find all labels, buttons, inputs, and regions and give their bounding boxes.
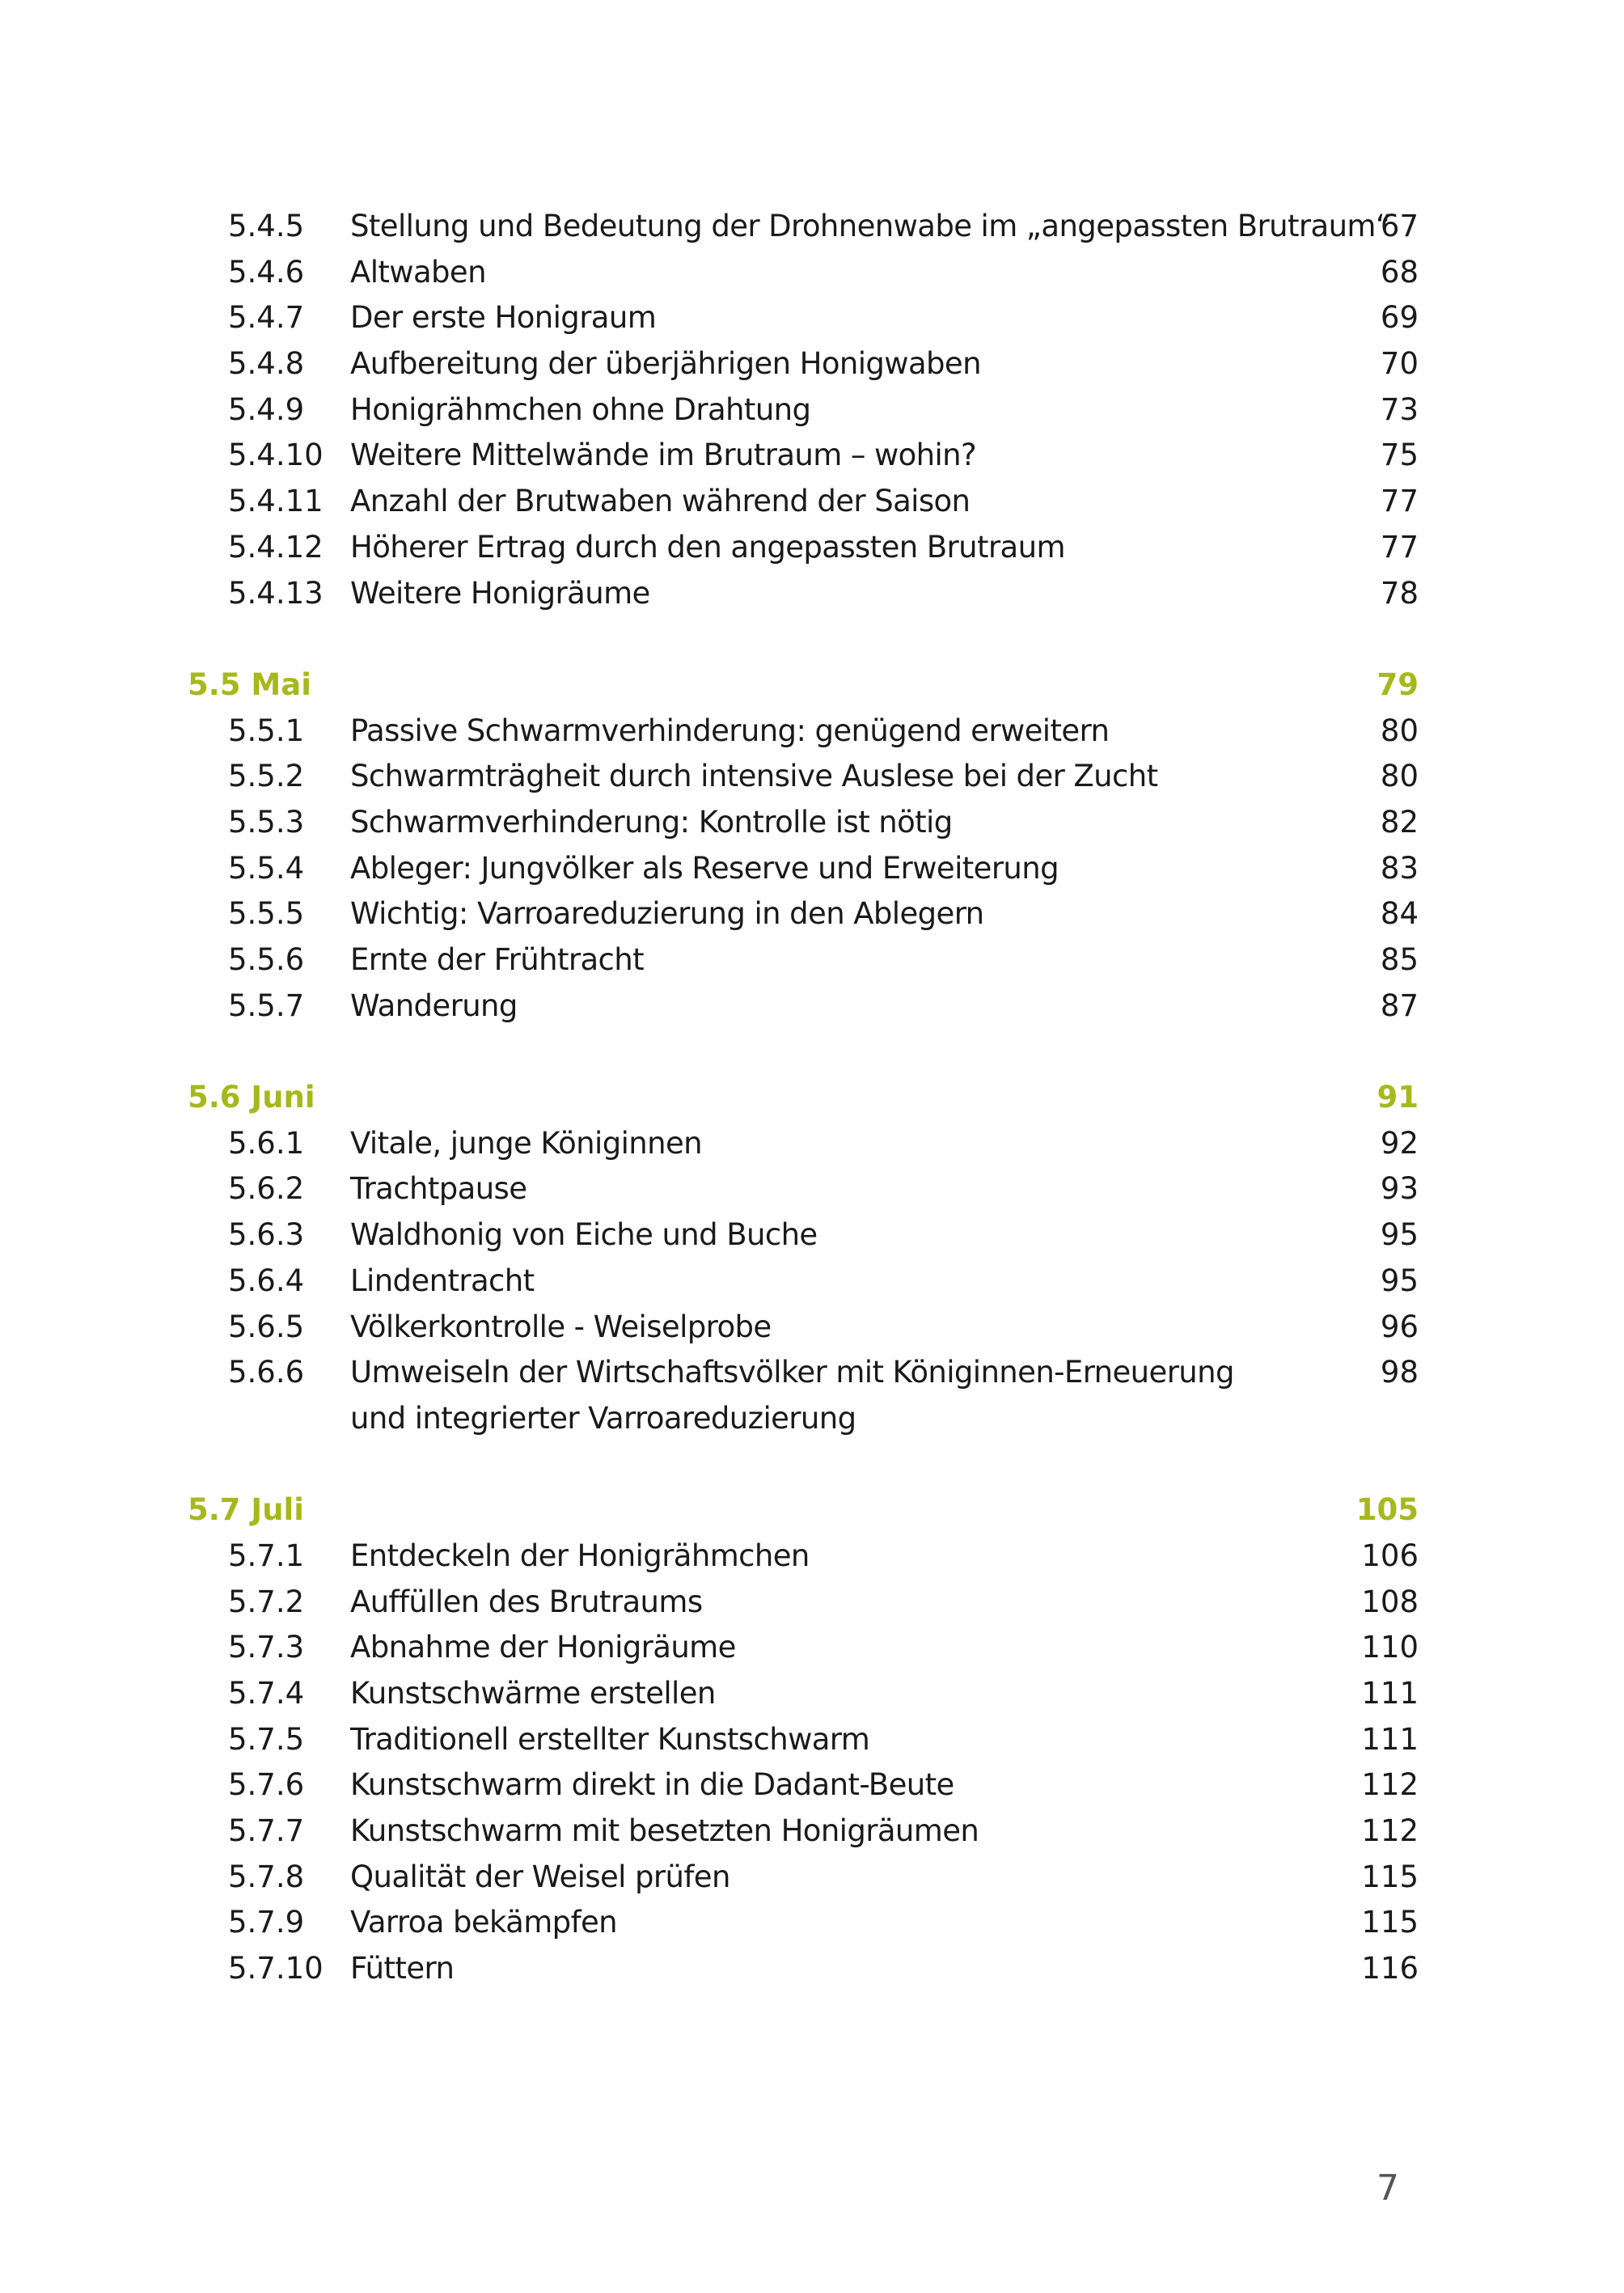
entry-page: 78	[1380, 575, 1419, 611]
entry-title: Waldhonig von Eiche und Buche	[350, 1217, 818, 1253]
entry-number: 5.6.6	[228, 1355, 305, 1390]
toc-entry[interactable]	[188, 1855, 1419, 1901]
entry-title: Schwarmträgheit durch intensive Auslese bei der Zucht	[350, 759, 1158, 794]
toc-entry[interactable]	[188, 709, 1419, 755]
toc-entry[interactable]	[188, 1350, 1419, 1441]
toc-entry[interactable]	[188, 754, 1419, 800]
toc-entry[interactable]	[188, 800, 1419, 846]
entry-page: 96	[1380, 1309, 1419, 1344]
section-page: 105	[1355, 1492, 1419, 1528]
entry-title: Kunstschwarm mit besetzten Honigräumen	[350, 1813, 979, 1849]
entry-page: 80	[1380, 759, 1419, 794]
entry-page: 111	[1361, 1676, 1419, 1711]
entry-number: 5.7.1	[228, 1538, 305, 1573]
entry-page: 95	[1380, 1263, 1419, 1298]
entry-page: 77	[1380, 529, 1419, 565]
entry-title: Entdeckeln der Honigrähmchen	[350, 1538, 810, 1573]
entry-title: Weitere Mittelwände im Brutraum – wohin?	[350, 438, 977, 473]
section-heading[interactable]	[188, 662, 1419, 709]
entry-page: 93	[1380, 1171, 1419, 1207]
entry-title: Varroa bekämpfen	[350, 1905, 618, 1940]
entry-page: 111	[1361, 1721, 1419, 1757]
entry-page: 84	[1380, 896, 1419, 932]
toc-entry[interactable]	[188, 1625, 1419, 1671]
entry-page: 108	[1361, 1584, 1419, 1619]
entry-number: 5.5.5	[228, 896, 305, 932]
entry-title: Auffüllen des Brutraums	[350, 1584, 703, 1619]
entry-page: 67	[1380, 209, 1419, 243]
entry-title: Völkerkontrolle - Weiselprobe	[350, 1309, 772, 1344]
entry-number: 5.7.5	[228, 1721, 305, 1757]
entry-title: Lindentracht	[350, 1263, 535, 1298]
toc-entry[interactable]	[188, 525, 1419, 571]
toc-entry[interactable]	[188, 937, 1419, 984]
section-heading[interactable]	[188, 1075, 1419, 1121]
entry-number: 5.4.8	[228, 346, 305, 382]
entry-title: Honigrähmchen ohne Drahtung	[350, 391, 811, 427]
entry-page: 85	[1380, 942, 1419, 977]
entry-number: 5.5.7	[228, 988, 305, 1023]
entry-number: 5.4.13	[228, 575, 324, 611]
toc-entry[interactable]	[188, 1534, 1419, 1580]
entry-page: 106	[1361, 1538, 1419, 1573]
entry-title: Weitere Honigräume	[350, 575, 650, 611]
entry-page: 73	[1380, 391, 1419, 427]
entry-title: Schwarmverhinderung: Kontrolle ist nötig	[350, 804, 953, 840]
toc-entry[interactable]	[188, 433, 1419, 479]
section-title: 5.7 Juli	[188, 1492, 304, 1528]
entry-title: Kunstschwärme erstellen	[350, 1676, 716, 1711]
entry-page: 98	[1380, 1355, 1419, 1390]
entry-number: 5.4.6	[228, 254, 305, 290]
entry-title: Qualität der Weisel prüfen	[350, 1859, 730, 1894]
entry-page: 92	[1380, 1125, 1419, 1161]
entry-page: 115	[1361, 1905, 1419, 1940]
entry-page: 112	[1361, 1767, 1419, 1803]
entry-number: 5.7.4	[228, 1676, 305, 1711]
toc-entry[interactable]	[188, 1305, 1419, 1351]
entry-title: Der erste Honigraum	[350, 300, 657, 336]
entry-title: Füttern	[350, 1951, 455, 1986]
entry-title: Passive Schwarmverhinderung: genügend erweitern	[350, 713, 1110, 748]
entry-page: 82	[1380, 804, 1419, 840]
entry-title: Abnahme der Honigräume	[350, 1630, 736, 1665]
entry-title: Ableger: Jungvölker als Reserve und Erweiterung	[350, 850, 1059, 886]
entry-number: 5.5.2	[228, 759, 305, 794]
entry-number: 5.6.3	[228, 1217, 305, 1253]
entry-page: 77	[1380, 484, 1419, 519]
section-gap	[188, 616, 1419, 662]
toc-entry[interactable]	[188, 250, 1419, 296]
entry-number: 5.4.7	[228, 300, 305, 336]
entry-number: 5.4.10	[228, 438, 324, 473]
entry-number: 5.6.5	[228, 1309, 305, 1344]
toc-entry[interactable]	[188, 1580, 1419, 1626]
table-of-contents	[188, 204, 1419, 1992]
entry-title: Anzahl der Brutwaben während der Saison	[350, 484, 971, 519]
toc-entry[interactable]	[188, 1900, 1419, 1946]
entry-number: 5.6.1	[228, 1125, 305, 1161]
toc-entry[interactable]	[188, 891, 1419, 937]
entry-number: 5.7.6	[228, 1767, 305, 1803]
entry-title: Traditionell erstellter Kunstschwarm	[350, 1721, 870, 1757]
entry-page: 116	[1361, 1951, 1419, 1986]
entry-page: 110	[1361, 1630, 1419, 1665]
toc-entry[interactable]	[188, 1671, 1419, 1717]
entry-title: Kunstschwarm direkt in die Dadant-Beute	[350, 1767, 954, 1803]
entry-number: 5.7.3	[228, 1630, 305, 1665]
toc-entry[interactable]	[188, 1259, 1419, 1305]
toc-entry[interactable]	[188, 846, 1419, 892]
toc-entry[interactable]	[188, 479, 1419, 525]
entry-number: 5.7.8	[228, 1859, 305, 1894]
toc-entry[interactable]	[188, 387, 1419, 434]
entry-number: 5.6.2	[228, 1171, 305, 1207]
entry-page: 112	[1361, 1813, 1419, 1849]
toc-entry[interactable]	[188, 1946, 1419, 1992]
toc-entry[interactable]	[188, 571, 1419, 617]
page-number: 7	[1377, 2168, 1399, 2209]
entry-title: Vitale, junge Königinnen	[350, 1125, 702, 1161]
section-heading[interactable]	[188, 1487, 1419, 1534]
toc-entry[interactable]	[188, 295, 1419, 341]
entry-number: 5.5.1	[228, 713, 305, 748]
section-page: 91	[1377, 1080, 1419, 1115]
toc-entry[interactable]	[188, 1166, 1419, 1212]
entry-title: Wanderung	[350, 988, 518, 1023]
toc-entry[interactable]	[188, 1212, 1419, 1259]
entry-number: 5.4.11	[228, 484, 324, 519]
entry-number: 5.5.4	[228, 850, 305, 886]
toc-entry[interactable]	[188, 1717, 1419, 1763]
entry-title: Stellung und Bedeutung der Drohnenwabe im „angepassten Brutraum“	[350, 209, 1391, 243]
entry-title: Wichtig: Varroareduzierung in den Ablegern	[350, 896, 984, 932]
toc-entry[interactable]	[188, 1809, 1419, 1855]
entry-page: 83	[1380, 850, 1419, 886]
entry-number: 5.4.5	[228, 209, 305, 243]
entry-number: 5.7.2	[228, 1584, 305, 1619]
entry-page: 68	[1380, 254, 1419, 290]
entry-number: 5.7.10	[228, 1951, 324, 1986]
entry-title: Altwaben	[350, 254, 486, 290]
entry-title: Trachtpause	[350, 1171, 527, 1207]
entry-title: Aufbereitung der überjährigen Honigwaben	[350, 346, 981, 382]
entry-number: 5.5.3	[228, 804, 305, 840]
entry-number: 5.4.9	[228, 391, 305, 427]
entry-number: 5.7.7	[228, 1813, 305, 1849]
entry-page: 70	[1380, 346, 1419, 382]
section-page: 79	[1377, 666, 1419, 702]
section-gap	[188, 1442, 1419, 1488]
section-gap	[188, 1029, 1419, 1075]
toc-entry[interactable]	[188, 341, 1419, 387]
entry-page: 75	[1380, 438, 1419, 473]
entry-page: 87	[1380, 988, 1419, 1023]
entry-number: 5.5.6	[228, 942, 305, 977]
entry-page: 69	[1380, 300, 1419, 336]
entry-page: 95	[1380, 1217, 1419, 1253]
section-title: 5.5 Mai	[188, 666, 311, 702]
entry-page: 80	[1380, 713, 1419, 748]
entry-number: 5.6.4	[228, 1263, 305, 1298]
entry-title: Höherer Ertrag durch den angepassten Brutraum	[350, 529, 1065, 565]
toc-entry[interactable]	[188, 1762, 1419, 1809]
entry-number: 5.7.9	[228, 1905, 305, 1940]
entry-page: 115	[1361, 1859, 1419, 1894]
entry-title: Umweiseln der Wirtschaftsvölker mit Königinnen-Erneuerung und integrierter Varroareduzierung	[350, 1355, 1234, 1436]
toc-entry[interactable]	[188, 1121, 1419, 1167]
entry-title: Ernte der Frühtracht	[350, 942, 645, 977]
toc-entry[interactable]	[188, 984, 1419, 1030]
entry-number: 5.4.12	[228, 529, 324, 565]
section-title: 5.6 Juni	[188, 1080, 315, 1115]
toc-entry[interactable]	[188, 204, 1419, 250]
